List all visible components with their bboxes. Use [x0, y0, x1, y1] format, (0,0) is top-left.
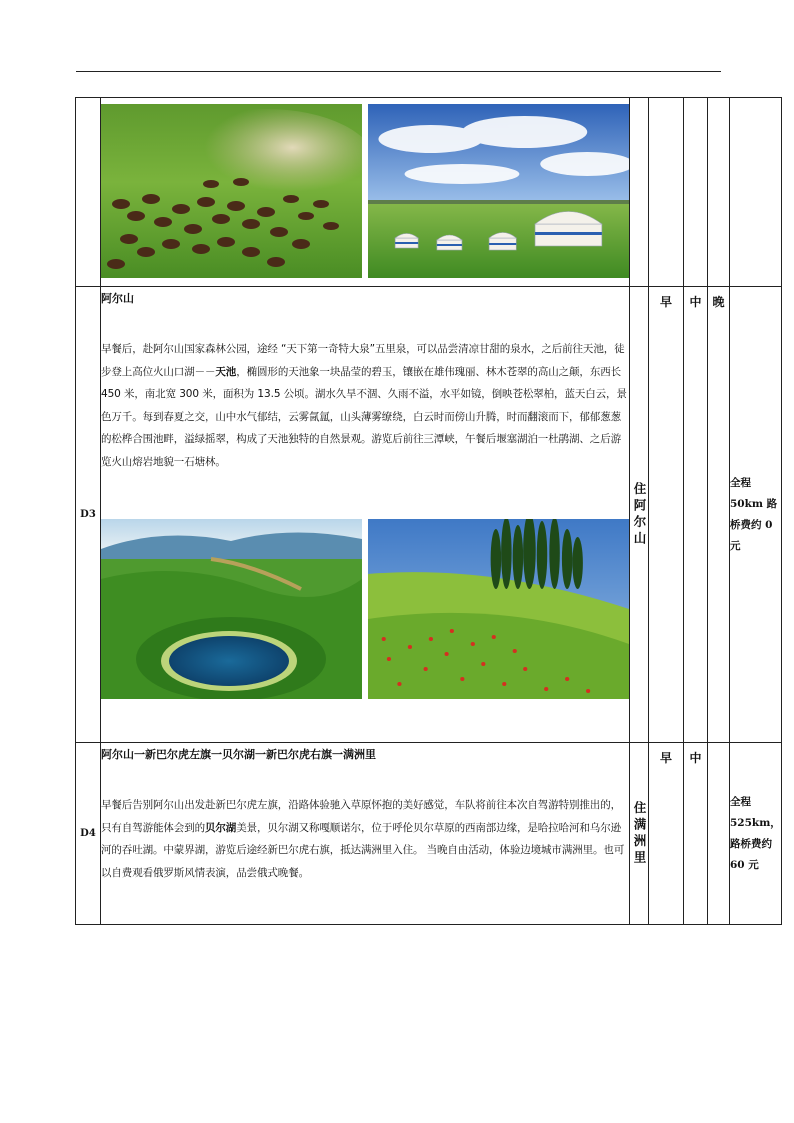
stay-cell: 住满洲里 [630, 743, 649, 925]
day-title: 阿尔山 [101, 292, 134, 305]
horse-herd-grassland-photo [101, 104, 362, 278]
breakfast-cell [649, 98, 684, 287]
day-title: 阿尔山一新巴尔虎左旗一贝尔湖一新巴尔虎右旗一满洲里 [101, 748, 376, 761]
cost-cell [730, 98, 782, 287]
dinner-cell: 晚 [708, 287, 730, 743]
itinerary-row-d4 [76, 743, 782, 925]
itinerary-row-photos [76, 98, 782, 287]
content-cell [101, 287, 630, 743]
day-cell: D4 [76, 743, 101, 925]
day-description: 早餐后，赴阿尔山国家森林公园，途经 “天下第一奇特大泉”五里泉，可以品尝清凉甘甜的泉水，之后前往天池，徒步登上高位火山口湖－－天池，椭圆形的天池象一块晶莹的碧玉，镶嵌在雄伟瑰丽、林木苍翠的高山之颠，东西长 450 米，南北宽 300 米，面积为 13.5 公顷。湖水久旱不涸、久雨不溢，水平如镜，倒映苍松翠柏，蓝天白云，景色万千。每到春夏之交，山中水气郁结，云雾氤氲，山头薄雾缭绕，白云时而傍山升腾，时而翻滚而下，郁郁葱葱的松桦合围池畔，溢绿摇翠，构成了天池独特的自然景观。游览后前往三潭峡，午餐后堰塞湖泊一杜鹃湖、之后游览火山熔岩地貌一石塘林。 [101, 343, 627, 468]
poplar-trees-flower-meadow-photo [368, 519, 629, 699]
breakfast-cell: 早 [649, 743, 684, 925]
lunch-cell: 中 [684, 743, 708, 925]
volcanic-crater-lake-photo [101, 519, 362, 699]
dinner-cell [708, 743, 730, 925]
yurt-camp-grassland-photo [368, 104, 629, 278]
cost-cell: 全程 50km 路桥费约 0 元 [730, 287, 782, 743]
lunch-cell: 中 [684, 287, 708, 743]
lunch-cell [684, 98, 708, 287]
day-description: 早餐后告别阿尔山出发赴新巴尔虎左旗，沿路体验驰入草原怀抱的美好感觉，车队将前往本次自驾游特别推出的，只有自驾游能体会到的贝尔湖美景，贝尔湖又称嘎顺诺尔，位于呼伦贝尔草原的西南部边缘，是哈拉哈河和乌尔逊河的吞吐湖。中蒙界湖，游览后途经新巴尔虎右旗，抵达满洲里入住。 当晚自由活动，体验边境城市满洲里。也可以自费观看俄罗斯风情表演，品尝俄式晚餐。 [101, 799, 625, 879]
itinerary-table [75, 97, 782, 925]
day-cell [76, 98, 101, 287]
content-cell [101, 743, 630, 925]
itinerary-row-d3 [76, 287, 782, 743]
day-cell: D3 [76, 287, 101, 743]
stay-cell: 住阿尔山 [630, 287, 649, 743]
content-cell [101, 98, 630, 287]
dinner-cell [708, 98, 730, 287]
stay-cell [630, 98, 649, 287]
header-rule [76, 71, 721, 72]
breakfast-cell: 早 [649, 287, 684, 743]
cost-cell: 全程 525km，路桥费约 60 元 [730, 743, 782, 925]
